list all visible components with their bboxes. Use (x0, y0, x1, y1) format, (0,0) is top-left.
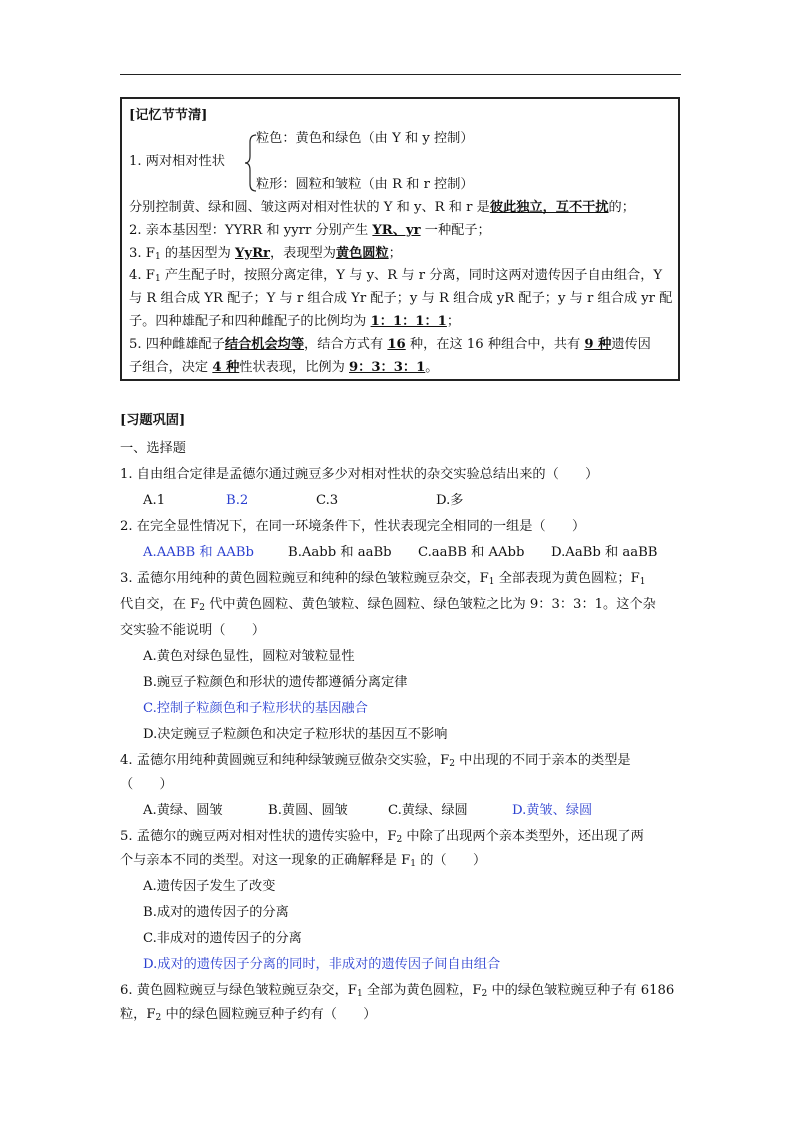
question-2: 2. 在完全显性情况下，在同一环境条件下，性状表现完全相同的一组是（ ） (120, 519, 586, 534)
question-4-line-1: 4. 孟德尔用纯种黄圆豌豆和纯种绿皱豌豆做杂交实验，$F_2$ 中出现的不同于亲本的类型是 (120, 753, 631, 769)
question-3-line-1: 3. 孟德尔用纯种的黄色圆粒豌豆和纯种的绿色皱粒豌豆杂交，$F_1$ 全部表现为黄色圆粒；$F_1$ (120, 571, 646, 587)
q3-option-d: D.决定豌豆子粒颜色和决定子粒形状的基因互不影响 (143, 727, 448, 742)
memory-line-3: 分别控制黄、绿和圆、皱这两对相对性状的 Y 和 y、R 和 r 是彼此独立，互不干扰的； (129, 200, 635, 215)
q4-option-a: A.黄绿、圆皱 (143, 803, 223, 818)
memory-line-8: 子。四种雄配子和四种雌配子的比例均为 1：1：1：1； (129, 314, 461, 329)
question-5-line-1: 5. 孟德尔的豌豆两对相对性状的遗传实验中，$F_2$ 中除了出现两个亲本类型外，还出现了两 (120, 829, 644, 845)
q5-option-a: A.遗传因子发生了改变 (143, 879, 276, 894)
q2-option-a: A.AABB 和 AABb (143, 545, 254, 560)
question-6-line-1: 6. 黄色圆粒豌豆与绿色皱粒豌豆杂交，$F_1$ 全部为黄色圆粒，$F_2$ 中的绿色皱粒豌豆种子有 6186 (120, 983, 675, 999)
brace-bottom-text: 粒形：圆粒和皱粒（由 R 和 r 控制） (256, 177, 474, 192)
q4-option-d: D.黄皱、绿圆 (512, 803, 593, 818)
q1-option-b: B.2 (226, 493, 249, 508)
memory-line-5: 3. $F_1$ 的基因型为 YyRr，表现型为黄色圆粒； (129, 246, 402, 262)
question-4-line-2: （ ） (120, 777, 173, 792)
q1-option-a: A.1 (143, 493, 166, 508)
q5-option-d: D.成对的遗传因子分离的同时，非成对的遗传因子间自由组合 (143, 957, 501, 972)
memory-line-9: 5. 四种雌雄配子结合机会均等，结合方式有 16 种，在这 16 种组合中，共有 9 种遗传因 (129, 337, 651, 352)
q5-option-c: C.非成对的遗传因子的分离 (143, 931, 302, 946)
memory-line-7: 与 R 组合成 YR 配子；Y 与 r 组合成 Yr 配子；y 与 R 组合成 yR 配子；y 与 r 组合成 yr 配 (129, 291, 673, 306)
q2-option-c: C.aaBB 和 AAbb (418, 545, 525, 560)
brace-top-text: 粒色：黄色和绿色（由 Y 和 y 控制） (256, 131, 474, 146)
q2-option-b: B.Aabb 和 aaBb (288, 545, 392, 560)
q4-option-c: C.黄绿、绿圆 (388, 803, 468, 818)
question-5-line-2: 个与亲本不同的类型。对这一现象的正确解释是 $F_1$ 的（ ） (120, 853, 487, 869)
memory-line-6: 4. $F_1$ 产生配子时，按照分离定律，Y 与 y、R 与 r 分离，同时这两对遗传因子自由组合，Y (129, 268, 663, 284)
memory-line-4: 2. 亲本基因型：YYRR 和 yyrr 分别产生 YR、yr 一种配子； (129, 223, 491, 238)
question-6-line-2: 粒，$F_2$ 中的绿色圆粒豌豆种子约有（ ） (120, 1007, 377, 1023)
q1-option-c: C.3 (316, 493, 339, 508)
q3-option-a: A.黄色对绿色显性，圆粒对皱粒显性 (143, 649, 355, 664)
memory-title: [记忆节节清] (129, 108, 208, 123)
q1-option-d: D.多 (436, 493, 464, 508)
q5-option-b: B.成对的遗传因子的分离 (143, 905, 289, 920)
header-rule (120, 74, 681, 75)
q3-option-c: C.控制子粒颜色和子粒形状的基因融合 (143, 701, 368, 716)
q3-option-b: B.豌豆子粒颜色和形状的遗传都遵循分离定律 (143, 675, 408, 690)
question-3-line-3: 交实验不能说明（ ） (120, 623, 266, 638)
memory-line-10: 子组合，决定 4 种性状表现，比例为 9：3：3：1。 (129, 360, 439, 375)
question-3-line-2: 代自交，在 $F_2$ 代中黄色圆粒、黄色皱粒、绿色圆粒、绿色皱粒之比为 9：3：3：1。这个杂 (120, 597, 656, 613)
exercise-title: [习题巩固] (120, 413, 186, 428)
item1-label: 1. 两对相对性状 (129, 154, 225, 169)
question-1: 1. 自由组合定律是孟德尔通过豌豆多少对相对性状的杂交实验总结出来的（ ） (120, 467, 599, 482)
q4-option-b: B.黄圆、圆皱 (268, 803, 348, 818)
section-heading: 一、选择题 (120, 441, 186, 456)
q2-option-d: D.AaBb 和 aaBB (551, 545, 658, 560)
